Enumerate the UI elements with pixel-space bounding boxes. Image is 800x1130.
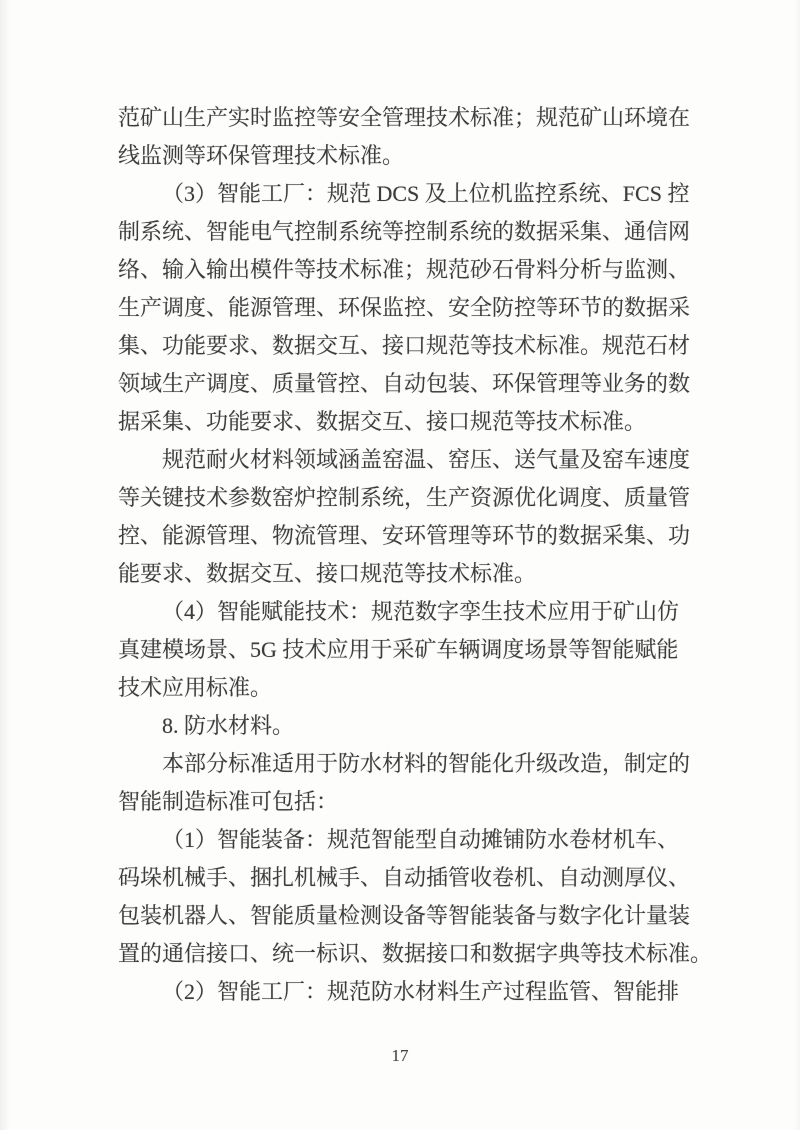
- text-line: 生产调度、能源管理、环保监控、安全防控等环节的数据采: [118, 295, 691, 320]
- text-line: 技术应用标准。: [118, 675, 273, 700]
- text-line: 智能制造标准可包括：: [118, 789, 339, 814]
- text-line: 8. 防水材料。: [162, 713, 295, 738]
- text-line: 控、能源管理、物流管理、安环管理等环节的数据采集、功: [118, 523, 691, 548]
- page-number: 17: [391, 1046, 409, 1065]
- text-line: 本部分标准适用于防水材料的智能化升级改造，制定的: [162, 751, 691, 776]
- text-line: 络、输入输出模件等技术标准；规范砂石骨料分析与监测、: [118, 257, 691, 282]
- text-block: [118, 99, 713, 1011]
- text-line: 制系统、智能电气控制系统等控制系统的数据采集、通信网: [118, 219, 691, 244]
- text-line: 真建模场景、5G 技术应用于采矿车辆调度场景等智能赋能: [118, 637, 679, 662]
- text-line: （2）智能工厂：规范防水材料生产过程监管、智能排: [162, 979, 680, 1004]
- text-line: 能要求、数据交互、接口规范等技术标准。: [118, 561, 537, 586]
- text-line: 等关键技术参数窑炉控制系统，生产资源优化调度、质量管: [118, 485, 691, 510]
- text-line: 置的通信接口、统一标识、数据接口和数据字典等技术标准。: [118, 941, 713, 966]
- text-line: 领域生产调度、质量管控、自动包装、环保管理等业务的数: [118, 371, 691, 396]
- text-line: 码垛机械手、捆扎机械手、自动插管收卷机、自动测厚仪、: [118, 865, 691, 890]
- text-line: 集、功能要求、数据交互、接口规范等技术标准。规范石材: [118, 333, 691, 358]
- text-line: 规范耐火材料领域涵盖窑温、窑压、送气量及窑车速度: [162, 447, 691, 472]
- text-line: （3）智能工厂：规范 DCS 及上位机监控系统、FCS 控: [162, 181, 690, 206]
- text-line: 据采集、功能要求、数据交互、接口规范等技术标准。: [118, 409, 647, 434]
- text-line: 包装机器人、智能质量检测设备等智能装备与数字化计量装: [118, 903, 691, 928]
- text-line: （1）智能装备：规范智能型自动摊铺防水卷材机车、: [162, 827, 680, 852]
- text-line: 线监测等环保管理技术标准。: [118, 143, 405, 168]
- text-line: 范矿山生产实时监控等安全管理技术标准；规范矿山环境在: [118, 105, 691, 130]
- text-line: （4）智能赋能技术：规范数字孪生技术应用于矿山仿: [162, 599, 680, 624]
